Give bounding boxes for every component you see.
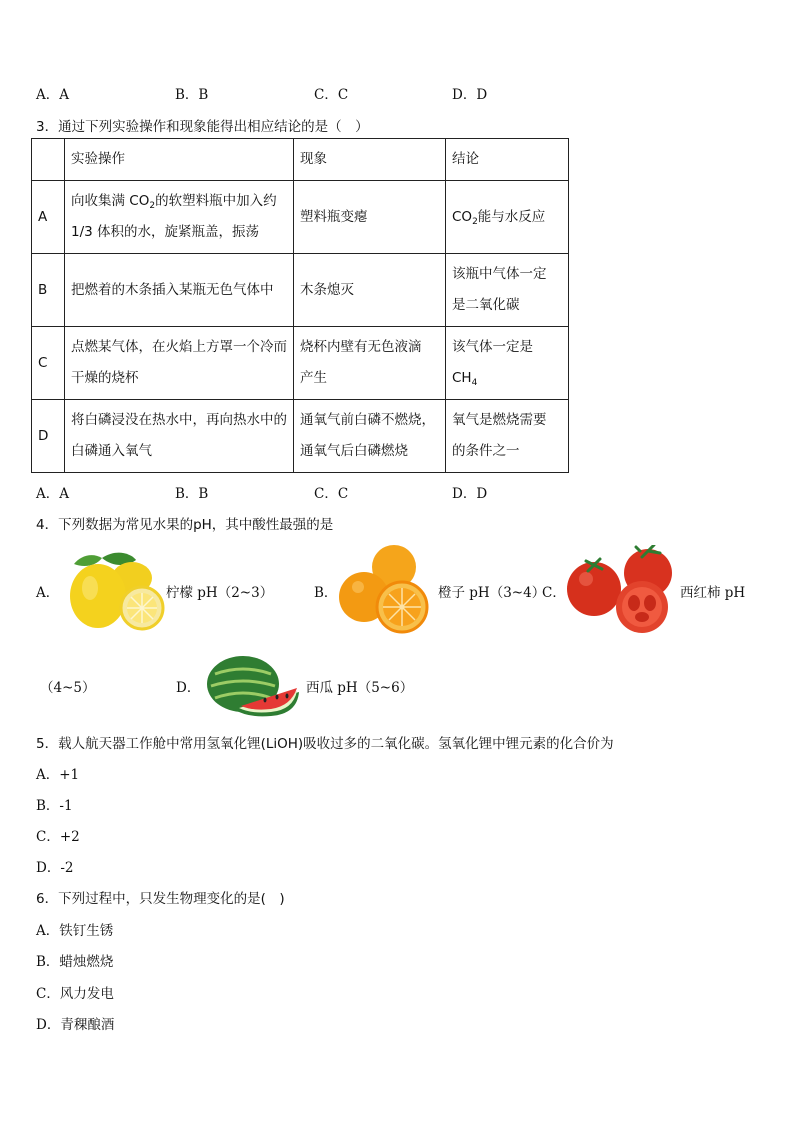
row-key: D [32, 400, 65, 473]
q6-option-a[interactable]: A．铁钉生锈 [36, 923, 114, 939]
lemon-front [70, 564, 126, 628]
row-operation [65, 400, 294, 473]
tomato-seed-chamber [628, 595, 640, 611]
q3-option-b[interactable]: B．B [175, 486, 209, 502]
row-operation [65, 327, 294, 400]
q4-option-c-text-cont: （4~5） [40, 680, 96, 696]
table-row [32, 327, 569, 400]
row-phenomenon: 塑料瓶变瘪 [294, 181, 446, 254]
lemon-highlight [82, 576, 98, 600]
concl-d-line2: 的条件之一 [452, 443, 520, 459]
concl-a-post: 能与水反应 [477, 208, 546, 225]
q4-option-b-label[interactable]: B． [314, 585, 338, 601]
q4-option-d-label[interactable]: D． [176, 680, 201, 696]
op-c-line1: 点燃某气体，在火焰上方罩一个冷而 [71, 339, 287, 355]
q5-stem: 5．载人航天器工作舱中常用氢氧化锂(LiOH)吸收过多的二氧化碳。氢氧化锂中锂元素的化合价为 [36, 736, 614, 752]
q3-option-a[interactable]: A．A [36, 486, 69, 502]
concl-c-sub: 4 [471, 378, 478, 388]
q4-option-c-text: 西红柿 pH [680, 585, 746, 601]
q4-option-b-text: 橙子 pH（3~4） [438, 585, 546, 601]
q6-stem: 6．下列过程中，只发生物理变化的是( ) [36, 891, 285, 907]
row-key: C [32, 327, 65, 400]
concl-c-pre: 该气体一定是 CH [452, 339, 533, 386]
row-operation [65, 181, 294, 254]
row-phenomenon: 木条熄灭 [294, 254, 446, 327]
q6-option-b[interactable]: B．蜡烛燃烧 [36, 954, 114, 970]
row-key: A [32, 181, 65, 254]
q2-option-b[interactable]: B．B [175, 87, 209, 103]
header-cell-phenomenon: 现象 [294, 139, 446, 181]
q6-option-d[interactable]: D．青稞酿酒 [36, 1017, 115, 1033]
table-row [32, 254, 569, 327]
q5-option-d[interactable]: D．-2 [36, 860, 74, 876]
op-d-line1: 将白磷浸没在热水中，再向热水中的 [71, 412, 287, 428]
q5-option-b[interactable]: B．-1 [36, 798, 73, 814]
row-phenomenon [294, 327, 446, 400]
op-a-line1-pre: 向收集满 CO [71, 193, 150, 209]
concl-d-line1: 氧气是燃烧需要 [452, 412, 547, 428]
q4-option-c-label[interactable]: C． [542, 585, 566, 601]
q2-option-d[interactable]: D．D [452, 87, 488, 103]
table-row [32, 400, 569, 473]
phen-d-line2: 通氧气后白磷燃烧 [300, 443, 408, 459]
op-a-line1-post: 的软塑料瓶中加入约 [155, 193, 277, 209]
concl-a-sub: 2 [472, 216, 478, 227]
q4-option-d-text: 西瓜 pH（5~6） [306, 680, 414, 696]
watermelon-image [205, 654, 301, 718]
tomato-left [567, 562, 621, 616]
header-cell-empty [32, 139, 65, 181]
concl-a-pre: CO [452, 208, 473, 225]
experiment-table [31, 138, 569, 473]
header-cell-operation: 实验操作 [65, 139, 294, 181]
q4-option-a-label[interactable]: A． [36, 585, 60, 601]
q4-option-a-text: 柠檬 pH（2~3） [166, 585, 274, 601]
q5-option-c[interactable]: C．+2 [36, 829, 80, 845]
q2-option-c[interactable]: C．C [314, 87, 349, 103]
q3-option-c[interactable]: C．C [314, 486, 349, 502]
row-conclusion [446, 327, 569, 400]
orange-highlight [352, 581, 364, 593]
q3-option-d[interactable]: D．D [452, 486, 488, 502]
lemon-image [62, 550, 166, 632]
concl-b-line2: 是二氧化碳 [452, 297, 520, 313]
tomato-highlight [579, 572, 593, 586]
q3-stem: 3．通过下列实验操作和现象能得出相应结论的是（ ） [36, 119, 369, 135]
q5-option-a[interactable]: A．+1 [36, 767, 80, 783]
row-conclusion [446, 181, 569, 254]
q4-stem: 4．下列数据为常见水果的pH，其中酸性最强的是 [36, 517, 334, 533]
q2-option-a[interactable]: A．A [36, 87, 69, 103]
orange-image [338, 545, 434, 635]
lemon-slice-segments [127, 593, 157, 623]
tomato-seed-chamber [635, 612, 649, 622]
phen-c-line1: 烧杯内壁有无色液滴 [300, 339, 422, 355]
phen-d-line1: 通氧气前白磷不燃烧， [300, 412, 435, 428]
orange-slice-center [400, 605, 405, 610]
tomato-image [566, 545, 676, 635]
row-phenomenon [294, 400, 446, 473]
op-c-line2: 干燥的烧杯 [71, 370, 139, 386]
row-key: B [32, 254, 65, 327]
table-row [32, 181, 569, 254]
table-header-row [32, 139, 569, 181]
op-d-line2: 白磷通入氧气 [71, 443, 152, 459]
q6-option-c[interactable]: C．风力发电 [36, 986, 114, 1002]
op-a-sub: 2 [149, 201, 156, 211]
op-a-line2: 1/3 体积的水，旋紧瓶盖，振荡 [71, 224, 260, 240]
concl-b-line1: 该瓶中气体一定 [452, 266, 547, 282]
row-conclusion [446, 254, 569, 327]
row-conclusion [446, 400, 569, 473]
row-operation: 把燃着的木条插入某瓶无色气体中 [65, 254, 294, 327]
tomato-seed-chamber [644, 595, 656, 611]
header-cell-conclusion: 结论 [446, 139, 569, 181]
phen-c-line2: 产生 [300, 370, 327, 386]
